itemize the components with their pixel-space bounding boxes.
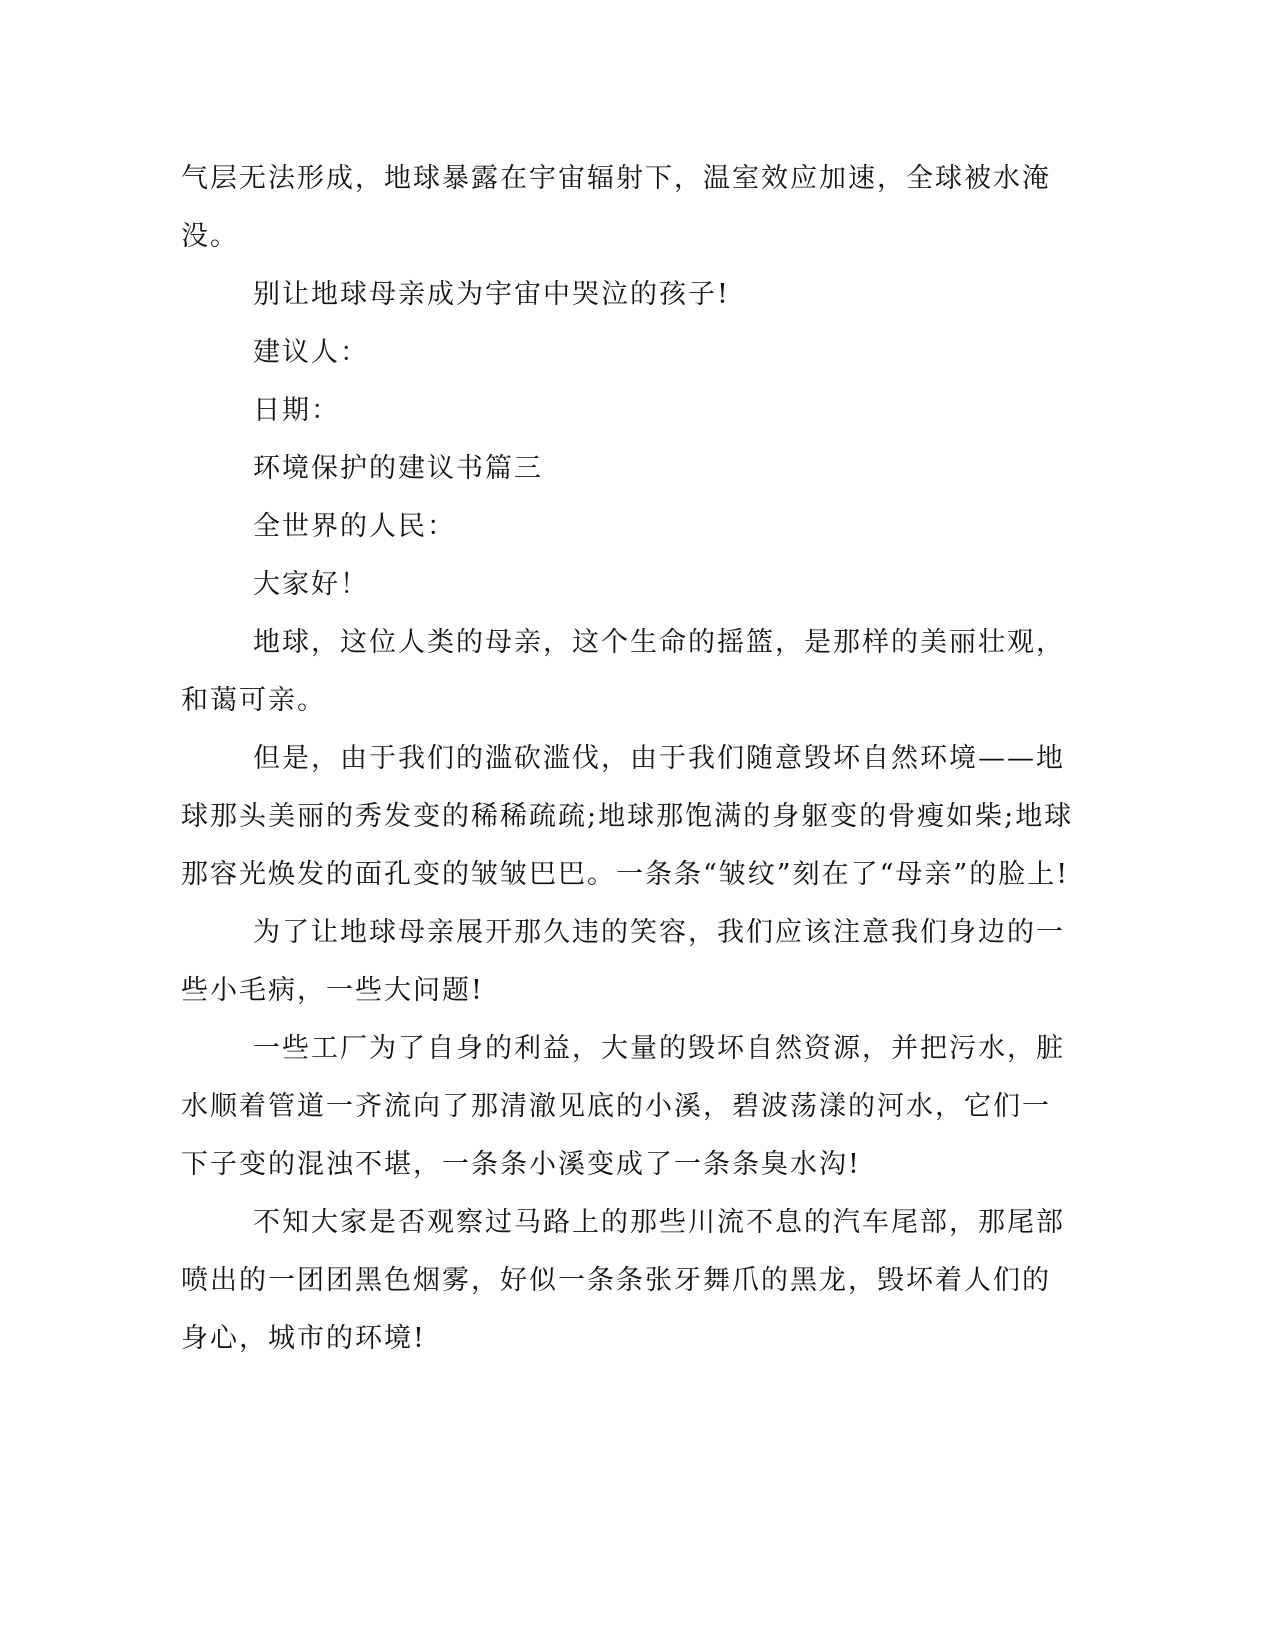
text-line: 身心，城市的环境! bbox=[181, 1323, 426, 1354]
text-line: 喷出的一团团黑色烟雾，好似一条条张牙舞爪的黑龙，毁坏着人们的 bbox=[181, 1265, 1051, 1296]
text-line: 气层无法形成，地球暴露在宇宙辐射下，温室效应加速，全球被水淹 bbox=[181, 163, 1051, 194]
text-line: 别让地球母亲成为宇宙中哭泣的孩子! bbox=[253, 279, 730, 310]
greeting: 大家好！ bbox=[253, 569, 369, 600]
section-title: 环境保护的建议书篇三 bbox=[253, 453, 543, 484]
text-line: 些小毛病，一些大问题! bbox=[181, 975, 484, 1006]
text-line: 为了让地球母亲展开那久违的笑容，我们应该注意我们身边的一 bbox=[253, 917, 1065, 948]
salutation: 全世界的人民： bbox=[253, 511, 456, 542]
text-line: 球那头美丽的秀发变的稀稀疏疏;地球那饱满的身躯变的骨瘦如柴;地球 bbox=[181, 801, 1074, 832]
text-line: 下子变的混浊不堪，一条条小溪变成了一条条臭水沟! bbox=[181, 1149, 861, 1180]
text-line: 但是，由于我们的滥砍滥伐，由于我们随意毁坏自然环境——地 bbox=[253, 743, 1065, 774]
text-line: 一些工厂为了自身的利益，大量的毁坏自然资源，并把污水，脏 bbox=[253, 1033, 1065, 1064]
date-label: 日期： bbox=[253, 395, 340, 426]
text-line: 水顺着管道一齐流向了那清澈见底的小溪，碧波荡漾的河水，它们一 bbox=[181, 1091, 1051, 1122]
text-line: 那容光焕发的面孔变的皱皱巴巴。一条条“皱纹”刻在了“母亲”的脸上! bbox=[181, 859, 1070, 890]
text-line: 没。 bbox=[181, 221, 239, 252]
text-line: 不知大家是否观察过马路上的那些川流不息的汽车尾部，那尾部 bbox=[253, 1207, 1065, 1238]
text-line: 地球，这位人类的母亲，这个生命的摇篮，是那样的美丽壮观， bbox=[253, 627, 1065, 658]
document-body bbox=[181, 150, 1074, 1368]
text-line: 和蔼可亲。 bbox=[181, 685, 326, 716]
proposer-label: 建议人： bbox=[253, 337, 369, 368]
